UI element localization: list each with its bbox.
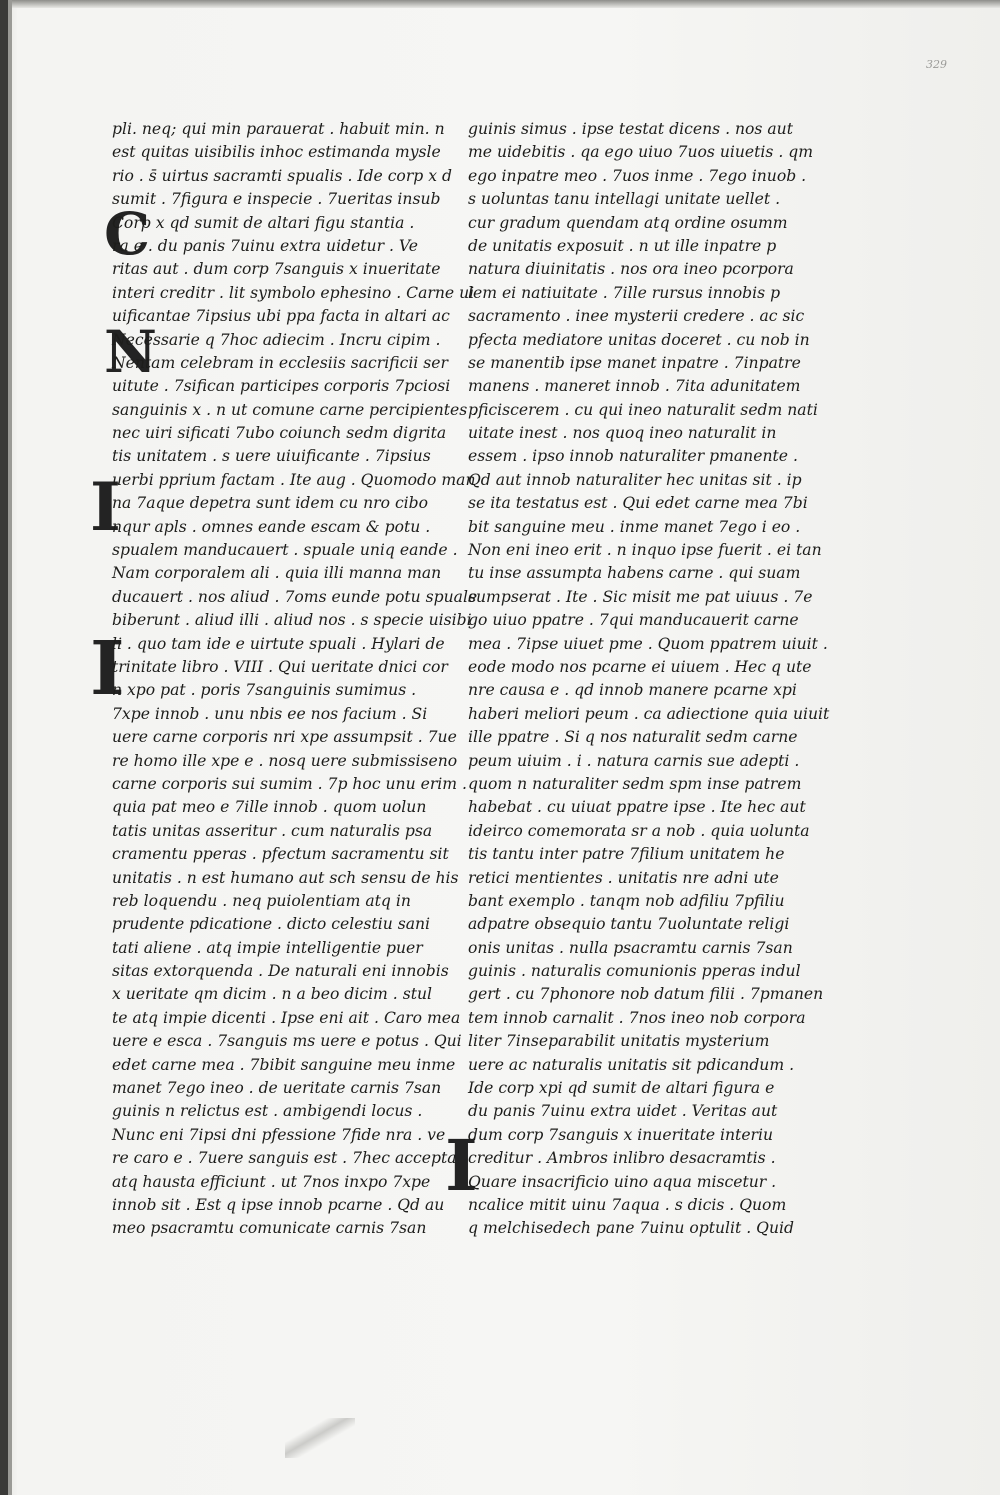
text-line: eode modo nos pcarne ei uiuem . Hec q ute — [468, 657, 812, 676]
text-line: tatis unitas asseritur . cum naturalis psa — [112, 821, 433, 840]
text-line: cramentu pperas . pfectum sacramentu sit — [112, 845, 449, 864]
text-line: carne corporis sui sumim . 7p hoc unu erim . — [112, 774, 467, 793]
text-line: onis unitas . nulla psacramtu carnis 7san — [468, 938, 793, 957]
text-line: te atq impie dicenti . Ipse eni ait . Caro mea — [112, 1008, 461, 1027]
text-line: reb loquendu . neq puiolentiam atq in — [112, 891, 411, 910]
text-line: li . quo tam ide e uirtute spuali . Hylari de — [112, 634, 445, 653]
initial-i-first: I — [90, 468, 121, 546]
right-text-column — [468, 118, 830, 1241]
text-line: x ueritate qm dicim . n a beo dicim . stul — [112, 985, 433, 1004]
text-line: 7xpe innob . unu nbis ee nos facium . Si — [112, 704, 428, 723]
page-top-edge — [0, 0, 1000, 8]
text-line: Quare insacrificio uino aqua miscetur . — [468, 1172, 777, 1191]
text-line: bit sanguine meu . inme manet 7ego i eo . — [468, 517, 801, 536]
text-line: atq hausta efficiunt . ut 7nos inxpo 7xpe — [112, 1172, 431, 1191]
text-line: lem ei natiuitate . 7ille rursus innobis p — [468, 283, 781, 302]
text-line: trinitate libro . VIII . Qui ueritate dnici cor — [112, 657, 448, 676]
text-line: ideirco comemorata sr a nob . quia uolunta — [468, 821, 810, 840]
text-line: retici mentientes . unitatis nre adni ute — [468, 868, 779, 887]
text-line: essem . ipso innob naturaliter pmanente . — [468, 447, 798, 466]
text-line: ille ppatre . Si q nos naturalit sedm carne — [468, 728, 798, 747]
text-line: creditur . Ambros inlibro desacramtis . — [468, 1149, 776, 1168]
text-line: re homo ille xpe e . nosq uere submissiseno — [112, 751, 458, 770]
text-line: guinis n relictus est . ambigendi locus . — [112, 1102, 423, 1121]
text-line: sitas extorquenda . De naturali eni innobis — [112, 962, 449, 981]
left-text-column — [112, 118, 478, 1241]
text-line: ritas aut . dum corp 7sanguis x inueritate — [112, 260, 441, 279]
text-line: Nam corporalem ali . quia illi manna man — [112, 564, 442, 583]
text-line: q melchisedech pane 7uinu optulit . Quid — [468, 1219, 794, 1238]
text-line: me uidebitis . qa ego uiuo 7uos uiuetis . qm — [468, 143, 814, 162]
book-gutter — [0, 0, 8, 1495]
text-line: sacramento . inee mysterii credere . ac sic — [468, 307, 805, 326]
text-line: se ita testatus est . Qui edet carne mea 7bi — [468, 494, 808, 513]
text-line: ego inpatre meo . 7uos inme . 7ego inuob . — [468, 166, 807, 185]
text-line: uere carne corporis nri xpe assumpsit . 7ue — [112, 728, 457, 747]
text-line: edet carne mea . 7bibit sanguine meu inme — [112, 1055, 456, 1074]
initial-c: C — [104, 200, 151, 268]
text-line: uerbi pprium factam . Ite aug . Quomodo man — [112, 470, 476, 489]
text-line: peum uiuim . i . natura carnis sue adepti . — [468, 751, 800, 770]
text-line: sumit . 7figura e inspecie . 7ueritas insub — [112, 190, 441, 209]
text-line: Qd aut innob naturaliter hec unitas sit . ip — [468, 470, 802, 489]
text-line: Ide corp xpi qd sumit de altari figura e — [468, 1079, 775, 1098]
text-line: unitatis . n est humano aut sch sensu de his — [112, 868, 459, 887]
text-line: gert . cu 7phonore nob datum filii . 7pmanen — [468, 985, 824, 1004]
text-line: prudente pdicatione . dicto celestiu sani — [112, 915, 431, 934]
text-line: bant exemplo . tanqm nob adfiliu 7pfiliu — [468, 891, 785, 910]
text-line: Necessarie q 7hoc adiecim . Incru cipim . — [112, 330, 441, 349]
text-line: pli. neq; qui min parauerat . habuit min. n — [112, 120, 445, 138]
text-line: liter 7inseparabilit unitatis mysterium — [468, 1032, 770, 1051]
text-line: Corp x qd sumit de altari figu stantia . — [112, 213, 415, 232]
margin-stain — [285, 1418, 355, 1458]
text-line: pfecta mediatore unitas doceret . cu nob in — [468, 330, 810, 349]
text-line: Non eni ineo erit . n inquo ipse fuerit . ei tan — [468, 541, 822, 560]
text-line: se manentib ipse manet inpatre . 7inpatre — [468, 353, 801, 372]
text-line: adpatre obsequio tantu 7uoluntate religi — [468, 915, 790, 934]
initial-n: N — [104, 318, 158, 386]
text-line: uere e esca . 7sanguis ms uere e potus . Qui — [112, 1032, 462, 1051]
text-line: innob sit . Est q ipse innob pcarne . Qd au — [112, 1195, 445, 1214]
text-line: n xpo pat . poris 7sanguinis sumimus . — [112, 681, 417, 700]
text-line: natura diuinitatis . nos ora ineo pcorpora — [468, 260, 794, 279]
text-line: uitute . 7sifican participes corporis 7pciosi — [112, 377, 451, 396]
text-line: tati aliene . atq impie intelligentie puer — [112, 938, 423, 957]
text-line: pficiscerem . cu qui ineo naturalit sedm nati — [468, 400, 818, 419]
text-line: est quitas uisibilis inhoc estimanda mysle — [112, 143, 441, 162]
text-line: cur gradum quendam atq ordine osumm — [468, 213, 788, 232]
text-line: tis unitatem . s uere uiuificante . 7ipsius — [112, 447, 431, 466]
text-line: tis tantu inter patre 7filium unitatem he — [468, 845, 785, 864]
text-line: tu inse assumpta habens carne . qui suam — [468, 564, 801, 583]
text-line: biberunt . aliud illi . aliud nos . s specie uisibi — [112, 611, 472, 630]
text-line: haberi meliori peum . ca adiectione quia uiuit — [468, 704, 830, 723]
text-line: uitate inest . nos quoq ineo naturalit in — [468, 424, 777, 443]
text-line: interi creditr . lit symbolo ephesino . Carne ui — [112, 283, 475, 302]
text-line: du panis 7uinu extra uidet . Veritas aut — [468, 1102, 778, 1121]
text-line: guinis simus . ipse testat dicens . nos aut — [468, 120, 793, 138]
initial-i-third: I — [445, 1124, 478, 1207]
text-line: re caro e . 7uere sanguis est . 7hec accepta — [112, 1149, 457, 1168]
text-line: spualem manducauert . spuale uniq eande . — [112, 541, 458, 560]
text-line: ra e . du panis 7uinu extra uidetur . Ve — [112, 236, 418, 255]
text-line: na 7aque depetra sunt idem cu nro cibo — [112, 494, 429, 513]
text-line: go uiuo ppatre . 7qui manducauerit carne — [468, 611, 799, 630]
text-line: quom n naturaliter sedm spm inse patrem — [468, 774, 802, 793]
text-line: nec uiri sificati 7ubo coiunch sedm digrita — [112, 424, 447, 443]
gutter-shadow — [8, 0, 12, 1495]
text-line: uere ac naturalis unitatis sit pdicandum . — [468, 1055, 795, 1074]
initial-i-second: I — [90, 626, 125, 712]
text-line: guinis . naturalis comunionis pperas indul — [468, 962, 801, 981]
text-line: tem innob carnalit . 7nos ineo nob corpora — [468, 1008, 806, 1027]
text-line: Nunc eni 7ipsi dni pfessione 7fide nra . ve — [112, 1125, 446, 1144]
folio-number: 329 — [926, 58, 947, 71]
text-line: Nentam celebram in ecclesiis sacrificii ser — [112, 353, 448, 372]
text-line: manens . maneret innob . 7ita adunitatem — [468, 377, 801, 396]
text-line: ncalice mitit uinu 7aqua . s dicis . Quom — [468, 1195, 787, 1214]
text-line: nre causa e . qd innob manere pcarne xpi — [468, 681, 797, 700]
text-line: sanguinis x . n ut comune carne percipientes . — [112, 400, 478, 419]
text-line: rio . s̄ uirtus sacramti spualis . Ide corp x d — [112, 166, 452, 185]
text-line: habebat . cu uiuat ppatre ipse . Ite hec aut — [468, 798, 806, 817]
text-line: quia pat meo e 7ille innob . quom uolun — [112, 798, 427, 817]
text-line: mea . 7ipse uiuet pme . Quom ppatrem uiuit . — [468, 634, 828, 653]
text-line: meo psacramtu comunicate carnis 7san — [112, 1219, 427, 1238]
text-line: de unitatis exposuit . n ut ille inpatre p — [468, 236, 777, 255]
text-line: manet 7ego ineo . de ueritate carnis 7san — [112, 1079, 442, 1098]
text-line: uificantae 7ipsius ubi ppa facta in altari ac — [112, 307, 450, 326]
text-line: nqur apls . omnes eande escam & potu . — [112, 517, 431, 536]
text-line: ducauert . nos aliud . 7oms eunde potu spuale — [112, 587, 478, 606]
text-line: s uoluntas tanu intellagi unitate uellet . — [468, 190, 781, 209]
text-line: dum corp 7sanguis x inueritate interiu — [468, 1125, 774, 1144]
text-line: sumpserat . Ite . Sic misit me pat uiuus . 7e — [468, 587, 813, 606]
